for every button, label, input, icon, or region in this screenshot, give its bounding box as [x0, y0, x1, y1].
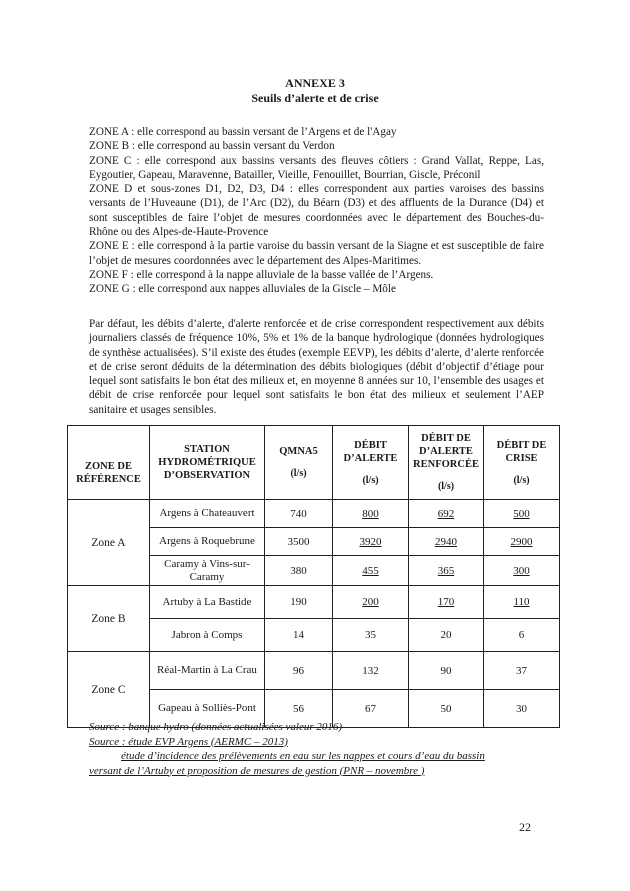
- page-number: 22: [519, 820, 531, 834]
- qmna5-cell: 96: [265, 652, 333, 690]
- thresholds-table: [67, 425, 560, 728]
- crise-cell: 300: [484, 556, 560, 586]
- renforcee-cell: 170: [409, 586, 484, 619]
- renforcee-cell: 692: [409, 500, 484, 528]
- station-cell: Argens à Chateauvert: [150, 500, 265, 528]
- station-cell: Artuby à La Bastide: [150, 586, 265, 619]
- zone-g-description: ZONE G : elle correspond aux nappes alluviales de la Giscle – Môle: [89, 283, 396, 296]
- renforcee-cell: 50: [409, 690, 484, 728]
- qmna5-cell: 380: [265, 556, 333, 586]
- zone-f-description: ZONE F : elle correspond à la nappe alluviale de la basse vallée de l’Argens.: [89, 268, 434, 281]
- zone-label: Zone B: [68, 586, 150, 652]
- title-block: [0, 76, 630, 106]
- zone-c-description: ZONE C : elle correspond aux bassins versants des fleuves côtiers : Grand Vallat, Reppe, Las, Eygoutier, Gapeau, Maravenne, Batailler, Vieille, Fenouillet, Bourrian, Giscle, Préconil: [89, 154, 544, 181]
- header-renforcee: DÉBIT DE D’ALERTE RENFORCÉE (l/s): [409, 426, 484, 500]
- qmna5-cell: 740: [265, 500, 333, 528]
- zone-b-description: ZONE B : elle correspond au bassin versant du Verdon: [89, 140, 335, 153]
- renforcee-cell: 90: [409, 652, 484, 690]
- zone-label: Zone C: [68, 652, 150, 728]
- alerte-cell: 3920: [333, 528, 409, 556]
- table-row: [68, 500, 560, 528]
- alerte-cell: 132: [333, 652, 409, 690]
- qmna5-cell: 56: [265, 690, 333, 728]
- station-cell: Caramy à Vins-sur-Caramy: [150, 556, 265, 586]
- renforcee-cell: 20: [409, 619, 484, 652]
- station-cell: Réal-Martin à La Crau: [150, 652, 265, 690]
- renforcee-cell: 2940: [409, 528, 484, 556]
- qmna5-cell: 190: [265, 586, 333, 619]
- header-unit: (l/s): [513, 474, 530, 486]
- table-header-row: [68, 426, 560, 500]
- table-row: [68, 586, 560, 619]
- zone-label: Zone A: [68, 500, 150, 586]
- zone-d-description: ZONE D et sous-zones D1, D2, D3, D4 : elles correspondent aux parties varoises des bassins versants de l’Huveaune (D1), de l’Arc (D2), du Béarn (D3) et des affluents de la Durance (D4) et sont susceptibles de faire l’objet de mesures coordonnées avec le département des Bouches-du-Rhône ou des Alpes-de-Haute-Provence: [89, 183, 544, 239]
- crise-cell: 30: [484, 690, 560, 728]
- source-line-3: étude d’incidence des prélèvements en eau sur les nappes et cours d’eau du bassin: [121, 750, 485, 762]
- source-line-2: Source : étude EVP Argens (AERMC – 2013): [89, 735, 288, 748]
- header-zone: ZONE DE RÉFÉRENCE: [68, 426, 150, 500]
- header-unit: (l/s): [437, 481, 455, 492]
- sources-block: [89, 720, 559, 778]
- crise-cell: 500: [484, 500, 560, 528]
- default-flows-paragraph: Par défaut, les débits d’alerte, d'alerte renforcée et de crise correspondent respectivement aux débits journaliers classés de fréquence 10%, 5% et 1% de la banque hydrologique (données hydrologiques de synthèse actualisées). S’il existe des études (exemple EEVP), les débits d’alerte, d’alerte renforcée et de crise seront déduits de la détermination des débits biologiques (débit d’objectif d’étiage pour lequel sont satisfaits le bon état des milieux et, en moyenne 8 années sur 10, l’ensemble des usages et débit de crise renforcée pour lequel sont satisfaits le bon état des milieux et seulement l’AEP sanitaire et usages sensibles.: [89, 318, 544, 416]
- header-qmna5: QMNA5 (l/s): [265, 426, 333, 500]
- alerte-cell: 455: [333, 556, 409, 586]
- alerte-cell: 67: [333, 690, 409, 728]
- alerte-cell: 200: [333, 586, 409, 619]
- header-unit: (l/s): [290, 468, 307, 479]
- annex-subtitle: Seuils d’alerte et de crise: [251, 91, 379, 105]
- crise-cell: 2900: [484, 528, 560, 556]
- station-cell: Gapeau à Solliès-Pont: [150, 690, 265, 728]
- header-crise: DÉBIT DE CRISE (l/s): [484, 426, 560, 500]
- crise-cell: 37: [484, 652, 560, 690]
- source-line-1: Source : banque hydro (données actualisées valeur 2016): [89, 721, 343, 733]
- crise-cell: 110: [484, 586, 560, 619]
- header-unit: (l/s): [362, 474, 379, 486]
- table-row: [68, 652, 560, 690]
- qmna5-cell: 14: [265, 619, 333, 652]
- alerte-cell: 800: [333, 500, 409, 528]
- renforcee-cell: 365: [409, 556, 484, 586]
- zone-e-description: ZONE E : elle correspond à la partie varoise du bassin versant de la Siagne et est susceptible de faire l’objet de mesures coordonnées avec le département des Alpes-Maritimes.: [89, 240, 544, 267]
- crise-cell: 6: [484, 619, 560, 652]
- zone-a-description: ZONE A : elle correspond au bassin versant de l’Argens et de l'Agay: [89, 126, 397, 138]
- station-cell: Argens à Roquebrune: [150, 528, 265, 556]
- alerte-cell: 35: [333, 619, 409, 652]
- source-line-4: versant de l’Artuby et proposition de mesures de gestion (PNR – novembre ): [89, 764, 425, 777]
- qmna5-cell: 3500: [265, 528, 333, 556]
- header-alerte: DÉBIT D’ALERTE (l/s): [333, 426, 409, 500]
- station-cell: Jabron à Comps: [150, 619, 265, 652]
- annex-title: ANNEXE 3: [285, 76, 345, 90]
- zones-list: [89, 125, 544, 297]
- header-station: STATION HYDROMÉTRIQUE D’OBSERVATION: [150, 426, 265, 500]
